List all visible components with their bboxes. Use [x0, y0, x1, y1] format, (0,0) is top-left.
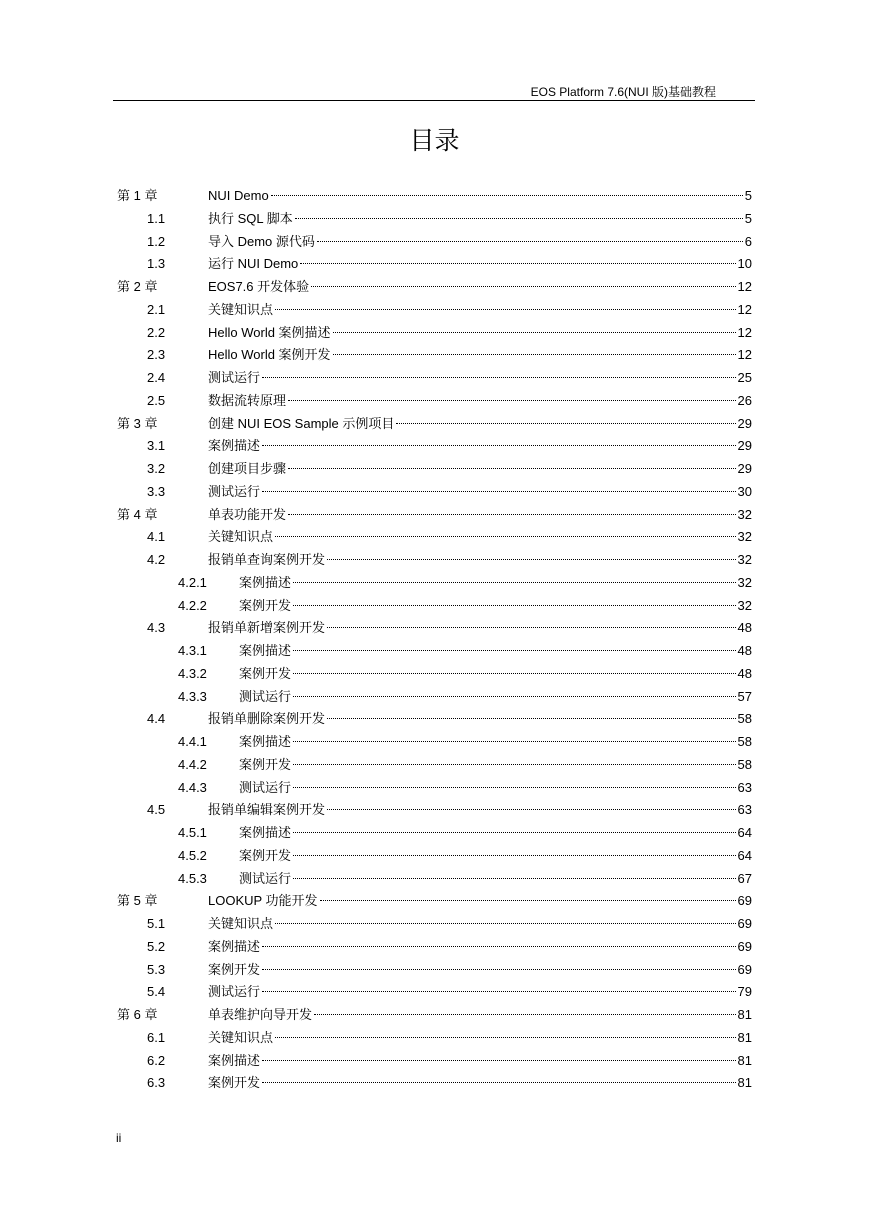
toc-entry[interactable]	[0, 435, 869, 458]
toc-entry-label: 案例开发	[239, 756, 292, 772]
toc-entry-number: 4.2.2	[178, 597, 207, 613]
toc-dot-leader	[271, 195, 743, 196]
toc-entry-page: 5	[744, 210, 752, 226]
toc-entry-label: 案例开发	[208, 961, 261, 977]
toc-entry-number: 第 5 章	[117, 893, 158, 909]
toc-entry-body	[239, 754, 752, 777]
toc-entry-number: 第 4 章	[117, 506, 158, 522]
toc-entry-body	[208, 253, 752, 276]
toc-entry-number: 4.4.1	[178, 734, 207, 749]
toc-entry[interactable]	[0, 367, 869, 390]
toc-entry-page: 64	[737, 847, 752, 863]
toc-dot-leader	[262, 1082, 736, 1083]
toc-dot-leader	[275, 923, 736, 924]
toc-entry-body	[208, 936, 752, 959]
toc-entry-number: 4.4	[147, 711, 166, 727]
running-header-title: EOS Platform 7.6(NUI 版)基础教程	[530, 85, 716, 99]
toc-entry-number: 4.3.3	[178, 688, 207, 704]
toc-entry-page: 69	[737, 961, 752, 977]
toc-entry-number: 4.3.2	[178, 665, 207, 681]
toc-entry-label: 案例描述	[239, 734, 292, 749]
toc-dot-leader	[293, 673, 736, 674]
toc-entry[interactable]	[0, 413, 869, 436]
toc-entry-number: 5.4	[147, 984, 166, 1000]
toc-dot-leader	[396, 423, 735, 424]
toc-entry-page: 32	[737, 574, 752, 590]
toc-entry-page: 29	[737, 461, 752, 476]
toc-entry-number: 3.2	[147, 461, 166, 476]
toc-entry-page: 29	[737, 415, 752, 431]
toc-entry-label: 案例描述	[239, 643, 292, 658]
toc-entry[interactable]	[0, 344, 869, 367]
toc-entry-label: NUI Demo	[208, 188, 269, 203]
toc-entry-label: 创建项目步骤	[208, 461, 287, 476]
footer-page-number: ii	[116, 1131, 122, 1145]
toc-entry[interactable]	[0, 731, 869, 754]
toc-entry[interactable]	[0, 686, 869, 709]
toc-entry-page: 69	[737, 893, 752, 909]
toc-list	[0, 185, 869, 1095]
toc-entry-body	[239, 572, 752, 595]
toc-entry-body	[208, 981, 752, 1004]
toc-dot-leader	[293, 878, 736, 879]
toc-entry-page: 48	[737, 665, 752, 681]
toc-entry-page: 12	[737, 279, 752, 294]
toc-entry-number: 5.3	[147, 961, 166, 977]
toc-entry-label: 导入 Demo 源代码	[208, 233, 315, 249]
toc-entry-page: 48	[737, 620, 752, 636]
toc-entry-page: 25	[737, 370, 752, 385]
toc-entry[interactable]	[0, 1027, 869, 1050]
toc-entry-body	[239, 822, 752, 845]
toc-entry-body	[208, 185, 752, 208]
toc-entry-number: 4.5.1	[178, 825, 207, 840]
toc-title: 目录	[409, 126, 460, 155]
toc-entry-body	[208, 481, 752, 504]
toc-entry-page: 32	[737, 552, 752, 567]
toc-dot-leader	[275, 309, 736, 310]
toc-entry-number: 6.2	[147, 1052, 166, 1068]
toc-entry-label: Hello World 案例描述	[208, 324, 331, 340]
toc-dot-leader	[293, 741, 736, 742]
toc-entry-label: LOOKUP 功能开发	[208, 893, 318, 909]
toc-entry-body	[208, 526, 752, 549]
toc-entry-page: 69	[737, 916, 752, 931]
toc-entry-page: 30	[737, 483, 752, 499]
toc-entry[interactable]	[0, 708, 869, 731]
toc-entry-label: 关键知识点	[208, 1029, 274, 1045]
toc-entry-number: 1.3	[147, 256, 166, 272]
toc-entry-page: 69	[737, 938, 752, 954]
toc-entry-body	[208, 1072, 752, 1095]
toc-entry-page: 63	[737, 779, 752, 795]
toc-dot-leader	[314, 1014, 736, 1015]
toc-entry-page: 58	[737, 734, 752, 749]
toc-entry-number: 1.1	[147, 210, 166, 226]
toc-dot-leader	[293, 696, 736, 697]
toc-dot-leader	[293, 650, 736, 651]
toc-entry-number: 4.4.2	[178, 756, 207, 772]
toc-entry-body	[208, 913, 752, 936]
toc-entry-label: 案例描述	[239, 825, 292, 840]
toc-entry[interactable]	[0, 822, 869, 845]
toc-dot-leader	[317, 241, 743, 242]
toc-entry-body	[239, 663, 752, 686]
toc-dot-leader	[262, 377, 736, 378]
toc-entry-body	[208, 435, 752, 458]
toc-entry-label: 案例描述	[239, 574, 292, 590]
toc-entry-label: 案例描述	[208, 1052, 261, 1068]
toc-dot-leader	[293, 605, 736, 606]
toc-entry[interactable]	[0, 504, 869, 527]
toc-entry-page: 5	[744, 188, 752, 203]
toc-entry[interactable]	[0, 185, 869, 208]
toc-entry-label: 关键知识点	[208, 916, 274, 931]
toc-entry-number: 3.3	[147, 483, 166, 499]
toc-entry-body	[239, 845, 752, 868]
toc-dot-leader	[333, 332, 736, 333]
toc-entry-page: 12	[737, 301, 752, 317]
toc-entry-number: 4.5.3	[178, 870, 207, 886]
toc-entry-label: EOS7.6 开发体验	[208, 279, 310, 294]
toc-entry-number: 6.3	[147, 1075, 166, 1091]
toc-entry[interactable]	[0, 549, 869, 572]
toc-entry-page: 64	[737, 825, 752, 840]
toc-entry-number: 4.1	[147, 529, 166, 545]
toc-entry-number: 5.2	[147, 938, 166, 954]
toc-entry-number: 3.1	[147, 438, 166, 454]
toc-entry-page: 58	[737, 756, 752, 772]
toc-entry-label: 报销单查询案例开发	[208, 552, 326, 567]
toc-entry-label: 测试运行	[208, 984, 261, 1000]
toc-entry-body	[208, 708, 752, 731]
toc-entry-number: 2.4	[147, 370, 166, 385]
toc-entry[interactable]	[0, 845, 869, 868]
toc-entry[interactable]	[0, 526, 869, 549]
toc-entry-body	[239, 868, 752, 891]
toc-entry-page: 81	[737, 1075, 752, 1091]
toc-entry[interactable]	[0, 572, 869, 595]
toc-entry[interactable]	[0, 299, 869, 322]
toc-entry-number: 6.1	[147, 1029, 166, 1045]
toc-entry-page: 32	[737, 506, 752, 522]
toc-dot-leader	[293, 582, 736, 583]
toc-entry-body	[208, 208, 752, 231]
toc-entry-page: 57	[737, 688, 752, 704]
toc-entry-label: 测试运行	[208, 483, 261, 499]
toc-dot-leader	[288, 400, 736, 401]
toc-entry-label: 关键知识点	[208, 529, 274, 545]
toc-entry-number: 第 2 章	[117, 279, 158, 294]
toc-entry-page: 63	[737, 802, 752, 818]
toc-entry-page: 81	[737, 1007, 752, 1022]
toc-entry[interactable]	[0, 981, 869, 1004]
toc-entry-body	[208, 299, 752, 322]
toc-entry-page: 67	[737, 870, 752, 886]
toc-entry-body	[208, 367, 752, 390]
toc-entry[interactable]	[0, 799, 869, 822]
toc-entry-label: 测试运行	[239, 779, 292, 795]
toc-dot-leader	[293, 787, 736, 788]
toc-dot-leader	[288, 514, 736, 515]
toc-entry-body	[208, 413, 752, 436]
toc-entry-page: 29	[737, 438, 752, 454]
toc-entry-body	[239, 731, 752, 754]
toc-entry-number: 4.5.2	[178, 847, 207, 863]
toc-entry[interactable]	[0, 959, 869, 982]
toc-entry[interactable]	[0, 390, 869, 413]
toc-entry-page: 81	[737, 1052, 752, 1068]
toc-entry[interactable]	[0, 663, 869, 686]
toc-dot-leader	[262, 1060, 736, 1061]
toc-dot-leader	[293, 764, 736, 765]
toc-entry-label: 报销单编辑案例开发	[208, 802, 326, 818]
toc-entry-number: 1.2	[147, 233, 166, 249]
toc-entry-page: 81	[737, 1029, 752, 1045]
toc-dot-leader	[320, 900, 736, 901]
toc-entry-body	[208, 1004, 752, 1027]
toc-entry-label: 案例描述	[208, 438, 261, 454]
toc-entry-label: 执行 SQL 脚本	[208, 210, 293, 226]
toc-entry-number: 4.4.3	[178, 779, 207, 795]
toc-entry-label: 数据流转原理	[208, 392, 287, 408]
toc-entry-number: 4.5	[147, 802, 166, 818]
toc-entry-body	[208, 231, 752, 254]
toc-entry[interactable]	[0, 890, 869, 913]
toc-entry-body	[208, 390, 752, 413]
toc-entry-label: 关键知识点	[208, 301, 274, 317]
toc-entry-body	[208, 322, 752, 345]
toc-entry[interactable]	[0, 322, 869, 345]
toc-entry-number: 4.3	[147, 620, 166, 636]
toc-entry-number: 2.2	[147, 324, 166, 340]
toc-dot-leader	[327, 809, 736, 810]
toc-entry[interactable]	[0, 640, 869, 663]
toc-entry-number: 2.1	[147, 301, 166, 317]
toc-entry-page: 58	[737, 711, 752, 727]
toc-dot-leader	[295, 218, 743, 219]
toc-entry-number: 4.3.1	[178, 643, 207, 658]
toc-dot-leader	[327, 559, 736, 560]
toc-entry-body	[239, 686, 752, 709]
toc-entry-label: 单表维护向导开发	[208, 1007, 313, 1022]
toc-dot-leader	[288, 468, 736, 469]
toc-entry[interactable]	[0, 754, 869, 777]
toc-entry[interactable]	[0, 777, 869, 800]
toc-entry-body	[208, 799, 752, 822]
toc-entry[interactable]	[0, 617, 869, 640]
toc-dot-leader	[275, 1037, 736, 1038]
toc-entry-body	[208, 1027, 752, 1050]
toc-entry-page: 32	[737, 597, 752, 613]
toc-entry-number: 第 3 章	[117, 415, 158, 431]
toc-entry-label: 报销单新增案例开发	[208, 620, 326, 636]
toc-entry-label: 案例描述	[208, 938, 261, 954]
toc-entry-body	[208, 504, 752, 527]
toc-entry-number: 第 1 章	[117, 188, 158, 203]
toc-entry[interactable]	[0, 231, 869, 254]
toc-entry-label: 测试运行	[208, 370, 261, 385]
toc-entry[interactable]	[0, 936, 869, 959]
toc-entry-label: 案例开发	[239, 597, 292, 613]
header-rule	[113, 100, 755, 101]
toc-entry-page: 10	[737, 256, 752, 272]
toc-entry[interactable]	[0, 868, 869, 891]
toc-dot-leader	[293, 855, 736, 856]
toc-entry-body	[239, 595, 752, 618]
toc-dot-leader	[327, 627, 736, 628]
toc-entry-number: 2.5	[147, 392, 166, 408]
toc-entry[interactable]	[0, 595, 869, 618]
toc-entry-number: 4.2.1	[178, 574, 207, 590]
toc-dot-leader	[262, 969, 736, 970]
toc-entry-body	[208, 458, 752, 481]
toc-dot-leader	[262, 946, 736, 947]
toc-dot-leader	[311, 286, 735, 287]
toc-entry-label: 测试运行	[239, 870, 292, 886]
toc-entry-page: 48	[737, 643, 752, 658]
toc-entry-page: 26	[737, 392, 752, 408]
toc-dot-leader	[275, 536, 736, 537]
toc-dot-leader	[333, 354, 736, 355]
toc-entry[interactable]	[0, 276, 869, 299]
toc-entry[interactable]	[0, 481, 869, 504]
toc-dot-leader	[293, 832, 736, 833]
toc-entry-body	[208, 549, 752, 572]
toc-entry[interactable]	[0, 913, 869, 936]
toc-entry-label: 单表功能开发	[208, 506, 287, 522]
toc-dot-leader	[327, 718, 736, 719]
toc-entry-body	[239, 777, 752, 800]
toc-entry-body	[208, 617, 752, 640]
toc-entry-label: 报销单删除案例开发	[208, 711, 326, 727]
toc-entry[interactable]	[0, 208, 869, 231]
toc-entry-label: 创建 NUI EOS Sample 示例项目	[208, 415, 395, 431]
toc-dot-leader	[300, 263, 735, 264]
toc-entry-label: 案例开发	[239, 847, 292, 863]
toc-entry-body	[208, 344, 752, 367]
toc-entry-number: 5.1	[147, 916, 166, 931]
toc-entry-page: 6	[744, 233, 752, 249]
toc-entry-page: 79	[737, 984, 752, 1000]
toc-dot-leader	[262, 991, 736, 992]
toc-entry-body	[208, 276, 752, 299]
toc-entry[interactable]	[0, 253, 869, 276]
toc-dot-leader	[262, 445, 736, 446]
toc-entry-label: 运行 NUI Demo	[208, 256, 299, 272]
toc-entry[interactable]	[0, 458, 869, 481]
toc-entry-label: 案例开发	[208, 1075, 261, 1091]
toc-entry-body	[208, 1050, 752, 1073]
toc-entry-label: 测试运行	[239, 688, 292, 704]
toc-entry-number: 2.3	[147, 347, 166, 363]
toc-entry-label: 案例开发	[239, 665, 292, 681]
toc-entry-body	[208, 959, 752, 982]
toc-dot-leader	[262, 491, 736, 492]
toc-entry-page: 12	[737, 324, 752, 340]
toc-entry-body	[239, 640, 752, 663]
toc-entry-page: 12	[737, 347, 752, 363]
toc-entry-body	[208, 890, 752, 913]
toc-entry-page: 32	[737, 529, 752, 545]
toc-entry-label: Hello World 案例开发	[208, 347, 331, 363]
toc-entry[interactable]	[0, 1004, 869, 1027]
toc-entry[interactable]	[0, 1050, 869, 1073]
toc-entry-number: 第 6 章	[117, 1007, 158, 1022]
toc-entry[interactable]	[0, 1072, 869, 1095]
toc-entry-number: 4.2	[147, 552, 166, 567]
